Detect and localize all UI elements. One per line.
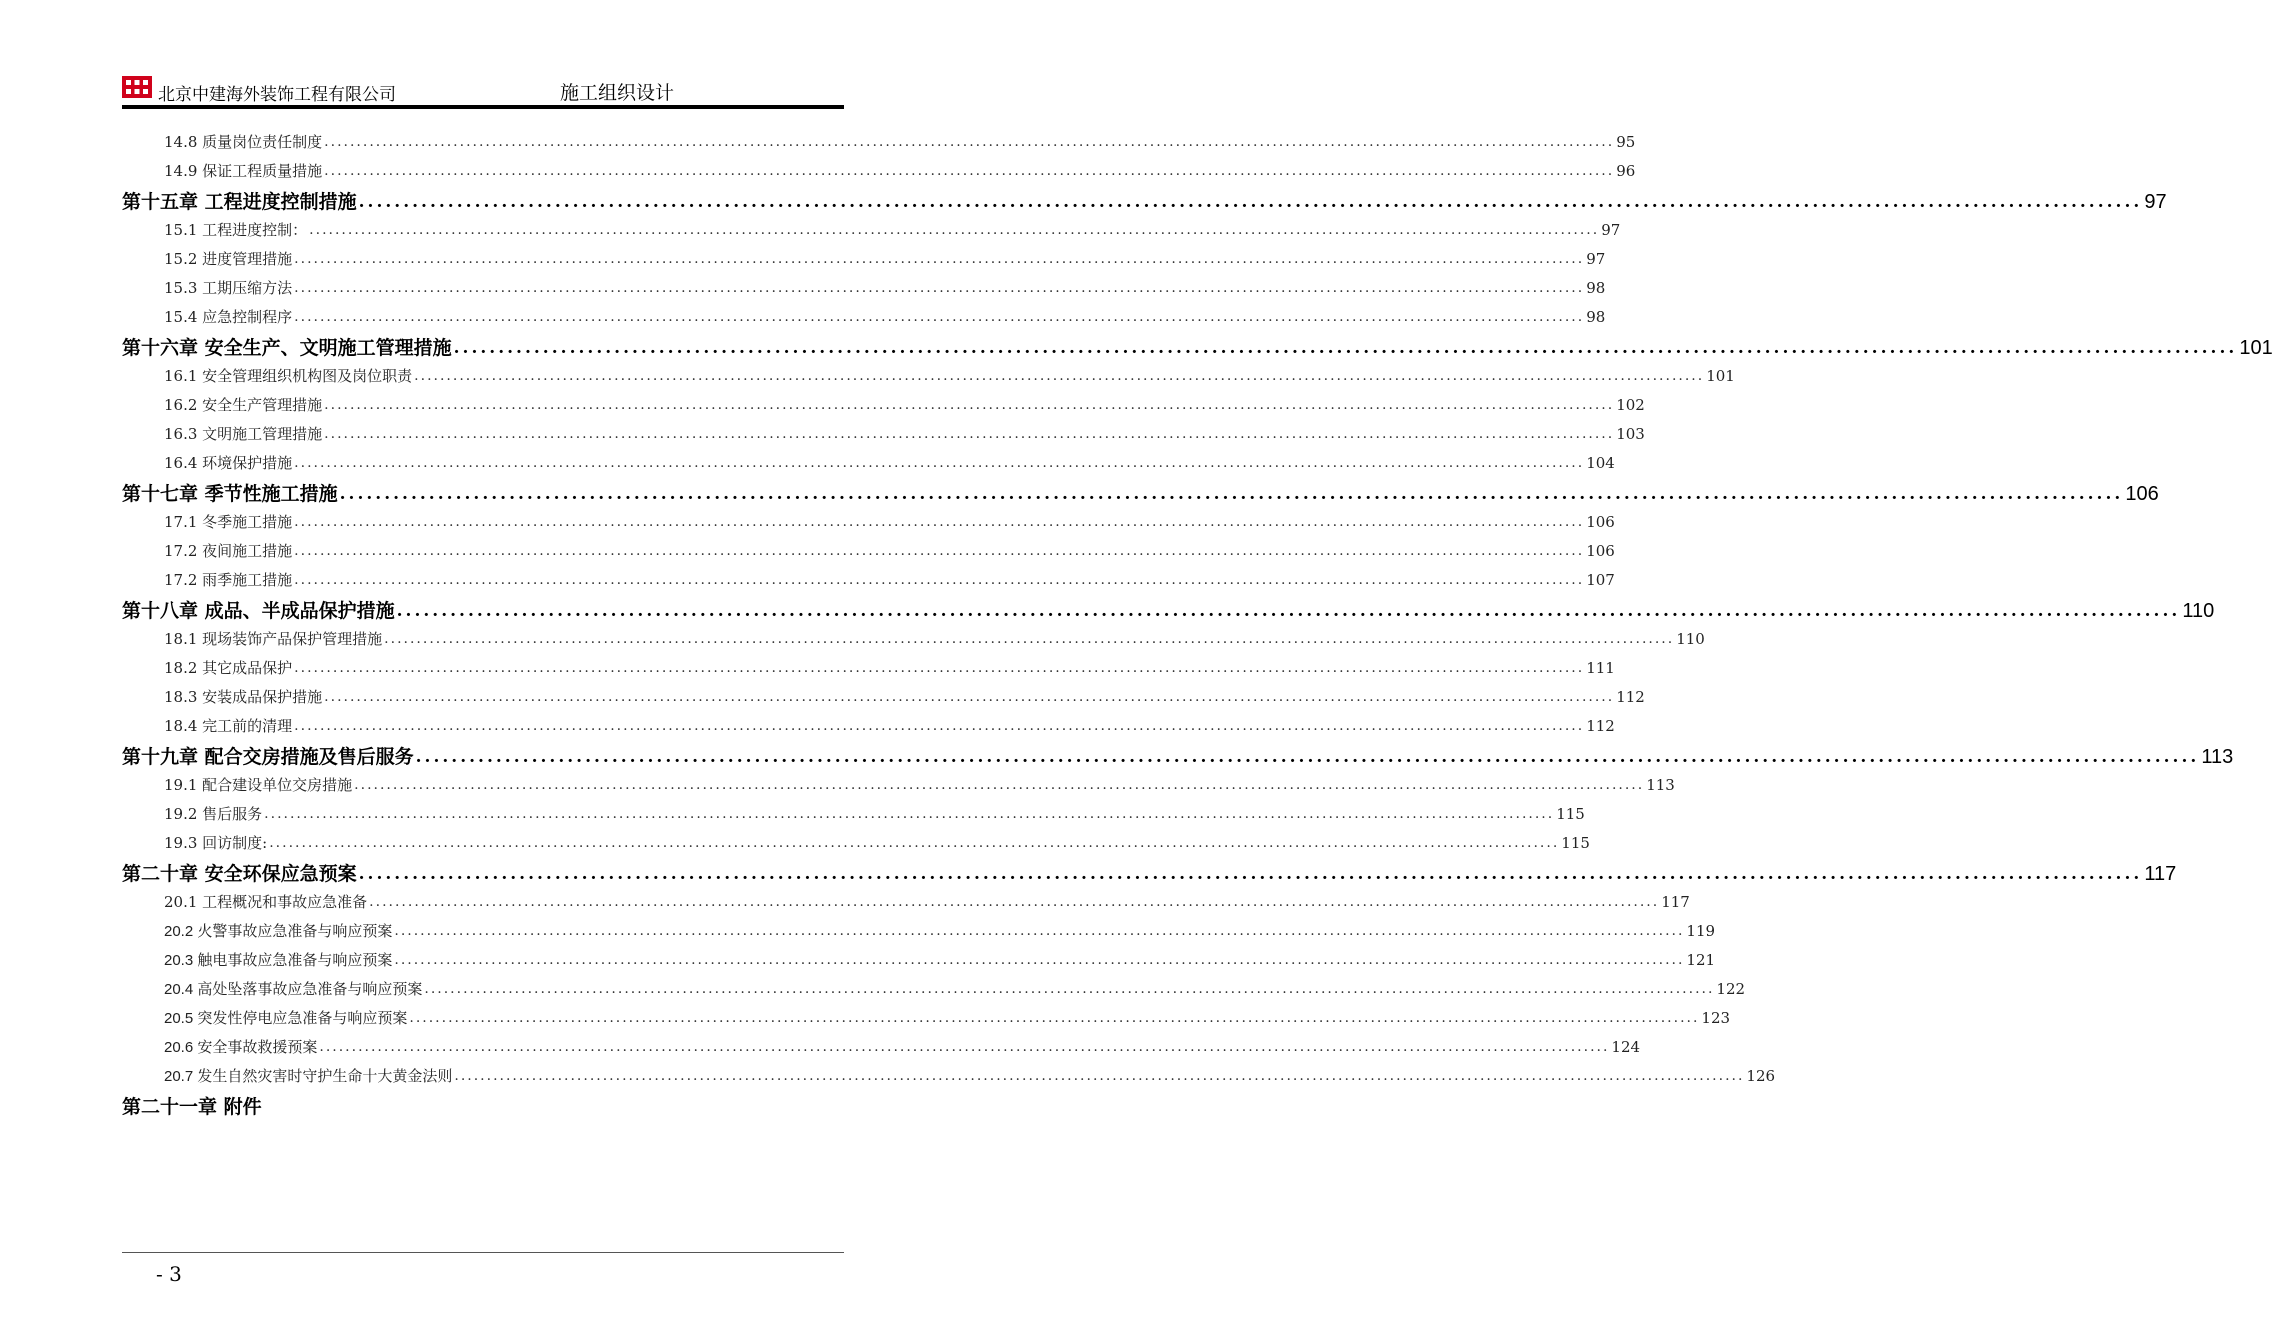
toc-dot-leader: ........................................................................................................................................................................................................ [294, 514, 1585, 530]
toc-page-number: 124 [1611, 1038, 1641, 1056]
toc-page-number: 97 [2144, 191, 2167, 213]
toc-section-entry[interactable] [122, 157, 1636, 186]
toc-section-entry[interactable] [122, 771, 1675, 800]
toc-entry-label: 17.1 冬季施工措施 [164, 513, 293, 531]
toc-page-number: 103 [1616, 425, 1645, 443]
toc-section-entry[interactable] [122, 420, 1645, 449]
toc-entry-label: 第十七章 季节性施工措施 [122, 483, 338, 505]
toc-entry-label: 第二十一章 附件 [122, 1096, 262, 1118]
toc-page-number: 117 [2144, 863, 2177, 885]
page-header [122, 72, 844, 112]
toc-entry-label: 20.5 突发性停电应急准备与响应预案 [164, 1010, 408, 1027]
toc-dot-leader: ........................................................................................................................................................................................................ [294, 543, 1585, 559]
toc-chapter-entry[interactable] [122, 1093, 846, 1121]
toc-dot-leader: ........................................................................................................................................................................................................ [294, 455, 1585, 471]
toc-dot-leader: ........................................................................................................................................................................................................ [454, 1068, 1745, 1084]
toc-dot-leader: ........................................................................................................................................................................................................ [354, 777, 1645, 793]
toc-section-entry[interactable] [122, 1004, 1731, 1033]
toc-entry-label: 20.1 工程概况和事故应急准备 [164, 893, 368, 911]
toc-chapter-entry[interactable] [122, 480, 2159, 508]
toc-section-entry[interactable] [122, 917, 1716, 946]
toc-entry-label: 16.3 文明施工管理措施 [164, 425, 323, 443]
toc-section-entry[interactable] [122, 1062, 1776, 1091]
toc-entry-label: 第十六章 安全生产、文明施工管理措施 [122, 337, 452, 359]
toc-dot-leader: ........................................................................................................................................................................................................ [319, 1039, 1610, 1055]
toc-chapter-entry[interactable] [122, 860, 2177, 888]
toc-entry-label: 20.6 安全事故救援预案 [164, 1039, 318, 1056]
toc-entry-label: 16.2 安全生产管理措施 [164, 396, 323, 414]
toc-dot-leader: ........................................................................................................................................................................................................ [358, 864, 2143, 884]
toc-section-entry[interactable] [122, 829, 1590, 858]
toc-entry-label: 18.2 其它成品保护 [164, 659, 293, 677]
toc-entry-label: 18.4 完工前的清理 [164, 717, 293, 735]
toc-section-entry[interactable] [122, 216, 1621, 245]
toc-section-entry[interactable] [122, 975, 1746, 1004]
footer-rule [122, 1252, 844, 1253]
toc-entry-label: 19.3 回访制度: [164, 834, 268, 852]
toc-page-number: 97 [1586, 250, 1606, 268]
toc-page-number: 111 [1586, 659, 1615, 677]
toc-page-number: 95 [1616, 133, 1636, 151]
toc-section-entry[interactable] [122, 303, 1606, 332]
company-logo-icon [122, 76, 152, 98]
toc-dot-leader: ........................................................................................................................................................................................................ [424, 981, 1715, 997]
toc-page-number: 117 [1661, 893, 1690, 911]
toc-entry-label: 第十八章 成品、半成品保护措施 [122, 600, 395, 622]
page-number: - 3 [156, 1262, 182, 1286]
toc-section-entry[interactable] [122, 508, 1615, 537]
toc-section-entry[interactable] [122, 537, 1615, 566]
toc-dot-leader: ........................................................................................................................................................................................................ [294, 280, 1585, 296]
toc-page-number: 96 [1616, 162, 1636, 180]
toc-page-number: 110 [1676, 630, 1705, 648]
toc-dot-leader: ........................................................................................................................................................................................................ [324, 397, 1615, 413]
toc-dot-leader: ........................................................................................................................................................................................................ [294, 251, 1585, 267]
toc-entry-label: 16.1 安全管理组织机构图及岗位职责 [164, 367, 413, 385]
toc-section-entry[interactable] [122, 274, 1606, 303]
toc-dot-leader: ........................................................................................................................................................................................................ [294, 572, 1585, 588]
toc-section-entry[interactable] [122, 888, 1690, 917]
toc-page-number: 121 [1686, 951, 1716, 969]
table-of-contents [122, 128, 2273, 1121]
toc-entry-label: 18.1 现场装饰产品保护管理措施 [164, 630, 383, 648]
toc-dot-leader: ........................................................................................................................................................................................................ [414, 368, 1705, 384]
toc-entry-label: 17.2 夜间施工措施 [164, 542, 293, 560]
toc-dot-leader: ........................................................................................................................................................................................................ [324, 163, 1615, 179]
toc-page-number: 110 [2182, 600, 2215, 622]
toc-section-entry[interactable] [122, 625, 1705, 654]
toc-entry-label: 19.1 配合建设单位交房措施 [164, 776, 353, 794]
toc-dot-leader: ........................................................................................................................................................................................................ [409, 1010, 1700, 1026]
toc-page-number: 119 [1686, 922, 1716, 940]
toc-entry-label: 16.4 环境保护措施 [164, 454, 293, 472]
toc-dot-leader: ........................................................................................................................................................................................................ [264, 806, 1555, 822]
document-title: 施工组织设计 [560, 82, 675, 104]
toc-dot-leader: ........................................................................................................................................................................................................ [384, 631, 1675, 647]
toc-section-entry[interactable] [122, 800, 1585, 829]
toc-page-number: 101 [2239, 337, 2273, 359]
toc-dot-leader: ........................................................................................................................................................................................................ [324, 689, 1615, 705]
toc-entry-label: 第十九章 配合交房措施及售后服务 [122, 746, 414, 768]
toc-dot-leader: ........................................................................................................................................................................................................ [294, 718, 1585, 734]
toc-entry-label: 20.4 高处坠落事故应急准备与响应预案 [164, 981, 423, 998]
toc-page-number: 106 [1586, 542, 1615, 560]
toc-dot-leader: ........................................................................................................................................................................................................ [309, 222, 1600, 238]
toc-dot-leader: ........................................................................................................................................................................................................ [453, 338, 2238, 358]
toc-dot-leader: ........................................................................................................................................................................................................ [294, 660, 1585, 676]
toc-section-entry[interactable] [122, 566, 1615, 595]
toc-page-number: 115 [1556, 805, 1585, 823]
toc-page-number: 126 [1746, 1067, 1776, 1085]
toc-dot-leader: ........................................................................................................................................................................................................ [369, 894, 1660, 910]
toc-entry-label: 15.2 进度管理措施 [164, 250, 293, 268]
toc-section-entry[interactable] [122, 362, 1735, 391]
toc-page-number: 112 [1616, 688, 1645, 706]
toc-page-number: 98 [1586, 308, 1606, 326]
toc-entry-label: 第十五章 工程进度控制措施 [122, 191, 357, 213]
toc-page-number: 113 [2201, 746, 2234, 768]
toc-page-number: 97 [1601, 221, 1621, 239]
toc-entry-label: 15.3 工期压缩方法 [164, 279, 293, 297]
toc-dot-leader: ........................................................................................................................................................................................................ [394, 923, 1685, 939]
toc-page-number: 107 [1586, 571, 1615, 589]
toc-entry-label: 15.1 工程进度控制： [164, 221, 308, 239]
toc-entry-label: 14.9 保证工程质量措施 [164, 162, 323, 180]
toc-page-number: 106 [1586, 513, 1615, 531]
toc-entry-label: 15.4 应急控制程序 [164, 308, 293, 326]
toc-chapter-entry[interactable] [122, 597, 2215, 625]
toc-entry-label: 20.7 发生自然灾害时守护生命十大黄金法则 [164, 1068, 453, 1085]
toc-section-entry[interactable] [122, 946, 1716, 975]
toc-page-number: 102 [1616, 396, 1645, 414]
toc-section-entry[interactable] [122, 449, 1615, 478]
toc-page-number: 98 [1586, 279, 1606, 297]
toc-dot-leader: ........................................................................................................................................................................................................ [294, 309, 1585, 325]
toc-section-entry[interactable] [122, 128, 1636, 157]
header-rule [122, 105, 844, 109]
toc-dot-leader: ........................................................................................................................................................................................................ [394, 952, 1685, 968]
toc-dot-leader: ........................................................................................................................................................................................................ [339, 484, 2124, 504]
toc-page-number: 113 [1646, 776, 1675, 794]
toc-dot-leader: ........................................................................................................................................................................................................ [396, 601, 2181, 621]
toc-entry-label: 18.3 安装成品保护措施 [164, 688, 323, 706]
toc-dot-leader: ........................................................................................................................................................................................................ [324, 134, 1615, 150]
toc-entry-label: 19.2 售后服务 [164, 805, 263, 823]
toc-page-number: 101 [1706, 367, 1735, 385]
toc-page-number: 106 [2125, 483, 2159, 505]
toc-chapter-entry[interactable] [122, 334, 2273, 362]
toc-section-entry[interactable] [122, 654, 1615, 683]
toc-section-entry[interactable] [122, 712, 1615, 741]
toc-section-entry[interactable] [122, 391, 1645, 420]
toc-section-entry[interactable] [122, 245, 1606, 274]
toc-chapter-entry[interactable] [122, 743, 2234, 771]
toc-dot-leader: ........................................................................................................................................................................................................ [358, 192, 2143, 212]
toc-page-number: 123 [1701, 1009, 1731, 1027]
toc-page-number: 112 [1586, 717, 1615, 735]
toc-dot-leader: ........................................................................................................................................................................................................ [269, 835, 1560, 851]
company-name: 北京中建海外装饰工程有限公司 [158, 85, 396, 105]
toc-section-entry[interactable] [122, 1033, 1641, 1062]
toc-page-number: 104 [1586, 454, 1615, 472]
toc-chapter-entry[interactable] [122, 188, 2167, 216]
toc-section-entry[interactable] [122, 683, 1645, 712]
toc-entry-label: 第二十章 安全环保应急预案 [122, 863, 357, 885]
toc-dot-leader: ........................................................................................................................................................................................................ [415, 747, 2200, 767]
toc-page-number: 122 [1716, 980, 1746, 998]
toc-entry-label: 14.8 质量岗位责任制度 [164, 133, 323, 151]
toc-entry-label: 17.2 雨季施工措施 [164, 571, 293, 589]
toc-dot-leader: ........................................................................................................................................................................................................ [324, 426, 1615, 442]
toc-page-number: 115 [1561, 834, 1590, 852]
toc-entry-label: 20.2 火警事故应急准备与响应预案 [164, 923, 393, 940]
toc-entry-label: 20.3 触电事故应急准备与响应预案 [164, 952, 393, 969]
